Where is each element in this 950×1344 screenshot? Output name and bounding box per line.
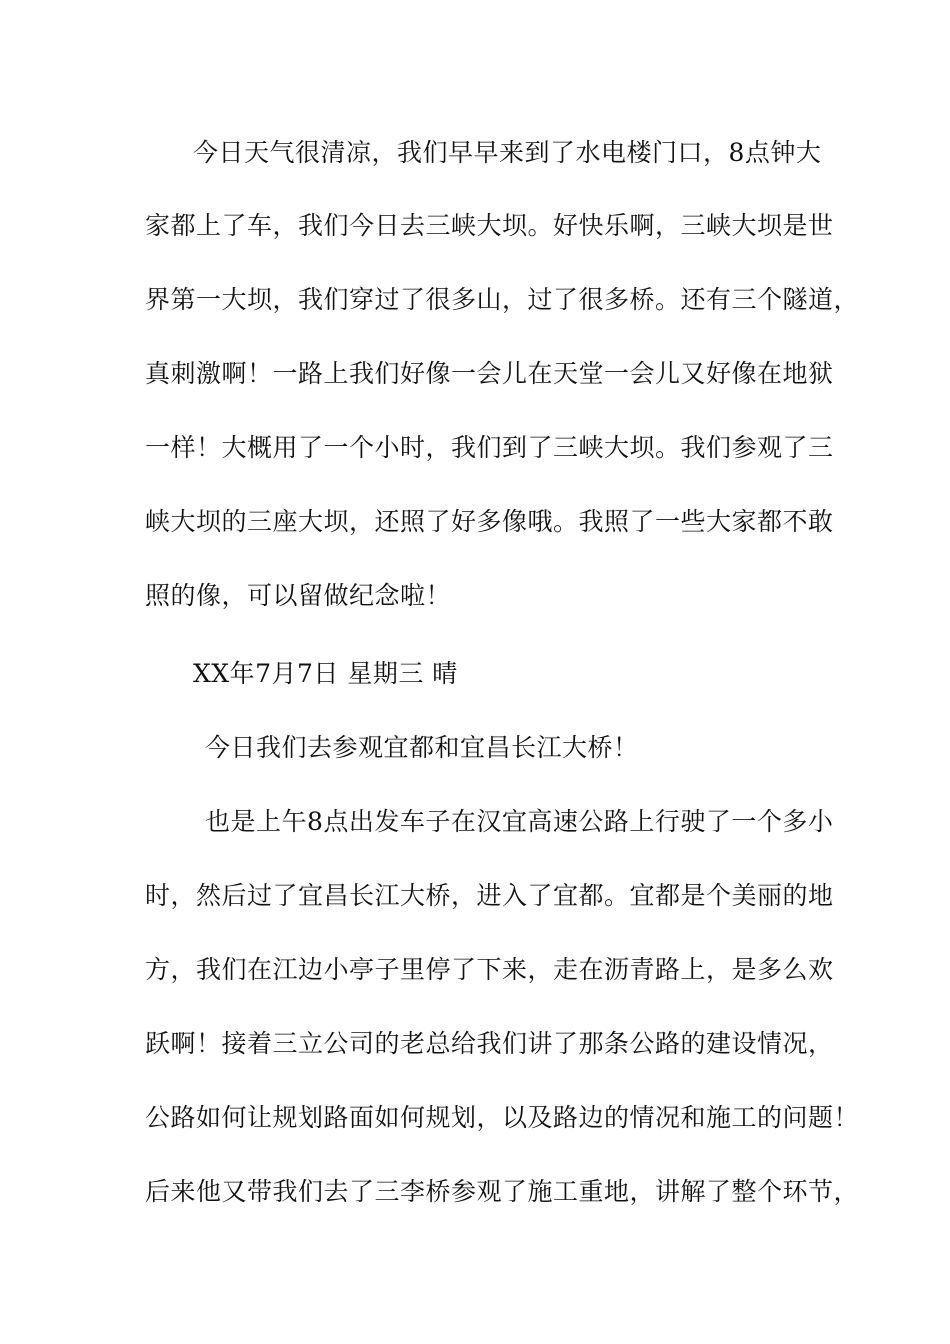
paragraph-line: 跃啊！接着三立公司的老总给我们讲了那条公路的建设情况， (145, 1029, 834, 1058)
date-heading: XX年7月7日 星期三 晴 (193, 659, 458, 688)
paragraph-line: 后来他又带我们去了三李桥参观了施工重地，讲解了整个环节， (145, 1177, 860, 1206)
paragraph-line: 峡大坝的三座大坝，还照了好多像哦。我照了一些大家都不敢 (145, 507, 834, 536)
paragraph-line: 也是上午8点出发车子在汉宜高速公路上行驶了一个多小 (205, 807, 834, 836)
paragraph-line: 一样！大概用了一个小时，我们到了三峡大坝。我们参观了三 (145, 433, 834, 462)
paragraph-line: 方，我们在江边小亭子里停了下来，走在沥青路上，是多么欢 (145, 955, 834, 984)
paragraph-line: 公路如何让规划路面如何规划，以及路边的情况和施工的问题！ (145, 1103, 860, 1132)
paragraph-line: 时，然后过了宜昌长江大桥，进入了宜都。宜都是个美丽的地 (145, 881, 834, 910)
paragraph-line: 今日天气很清凉，我们早早来到了水电楼门口，8点钟大 (193, 138, 822, 167)
paragraph-line: 照的像，可以留做纪念啦！ (145, 581, 452, 610)
paragraph-line: 家都上了车，我们今日去三峡大坝。好快乐啊，三峡大坝是世 (145, 211, 834, 240)
paragraph-line: 今日我们去参观宜都和宜昌长江大桥！ (205, 733, 639, 762)
paragraph-line: 界第一大坝，我们穿过了很多山，过了很多桥。还有三个隧道， (145, 285, 860, 314)
paragraph-line: 真刺激啊！一路上我们好像一会儿在天堂一会儿又好像在地狱 (145, 359, 834, 388)
